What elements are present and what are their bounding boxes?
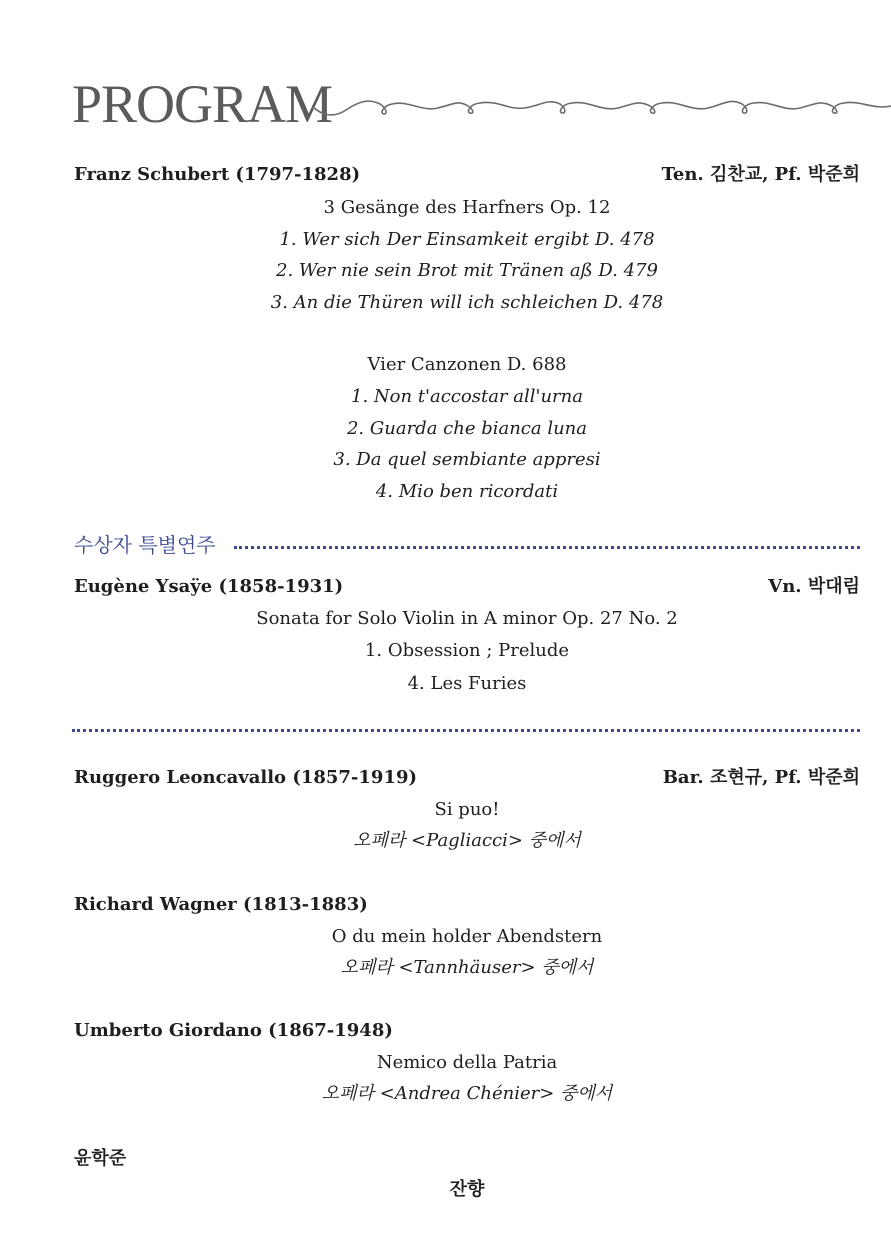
- work-item: 3. Da quel sembiante appresi: [333, 449, 601, 470]
- dotted-divider: [234, 546, 860, 549]
- work-item: 4. Mio ben ricordati: [375, 481, 559, 502]
- composer-name: Richard Wagner (1813-1883): [74, 894, 368, 915]
- composer-name: Franz Schubert (1797-1828): [74, 164, 361, 185]
- work-source: 오페라 <Tannhäuser> 중에서: [340, 957, 594, 978]
- work-item: 1. Obsession ; Prelude: [364, 640, 570, 661]
- performer-name: Vn. 박대림: [768, 576, 860, 597]
- decorative-squiggle-line: [312, 86, 891, 126]
- yun-heading: [74, 1146, 860, 1172]
- work-title: Nemico della Patria: [376, 1052, 558, 1073]
- work-item: 1. Wer sich Der Einsamkeit ergibt D. 478: [279, 229, 655, 250]
- composer-name: Eugène Ysaÿe (1858-1931): [74, 576, 344, 597]
- special-performance-header: [74, 530, 860, 560]
- ysaye-heading: [74, 574, 860, 600]
- work-item: 3. An die Thüren will ich schleichen D. 478: [270, 292, 664, 313]
- work-source: 오페라 <Pagliacci> 중에서: [353, 830, 581, 851]
- performer-name: Ten. 김찬교, Pf. 박준희: [661, 164, 860, 185]
- work-title: Vier Canzonen D. 688: [367, 354, 567, 375]
- composer-name: Umberto Giordano (1867-1948): [74, 1020, 393, 1041]
- leoncavallo-heading: [74, 765, 860, 791]
- work-title: Sonata for Solo Violin in A minor Op. 27 No. 2: [256, 608, 678, 629]
- performer-name: Bar. 조현규, Pf. 박준희: [662, 767, 860, 788]
- program-header: [72, 68, 891, 138]
- work-title: 3 Gesänge des Harfners Op. 12: [323, 197, 611, 218]
- work-source: 오페라 <Andrea Chénier> 중에서: [321, 1083, 613, 1104]
- work-title: 잔향: [449, 1179, 485, 1200]
- program-title: PROGRAM: [72, 74, 333, 134]
- work-item: 4. Les Furies: [407, 673, 527, 694]
- composer-name: Ruggero Leoncavallo (1857-1919): [74, 767, 418, 788]
- work-title: O du mein holder Abendstern: [331, 926, 603, 947]
- giordano-heading: [74, 1018, 860, 1044]
- work-title: Si puo!: [434, 799, 500, 820]
- wagner-heading: [74, 892, 860, 918]
- dotted-divider: [72, 729, 860, 732]
- work-item: 1. Non t'accostar all'urna: [351, 386, 583, 407]
- composer-name: 윤학준: [74, 1148, 127, 1169]
- work-item: 2. Wer nie sein Brot mit Tränen aß D. 479: [276, 260, 658, 281]
- work-item: 2. Guarda che bianca luna: [346, 418, 588, 439]
- special-performance-label: 수상자 특별연주: [74, 530, 222, 560]
- schubert-heading: [74, 162, 860, 188]
